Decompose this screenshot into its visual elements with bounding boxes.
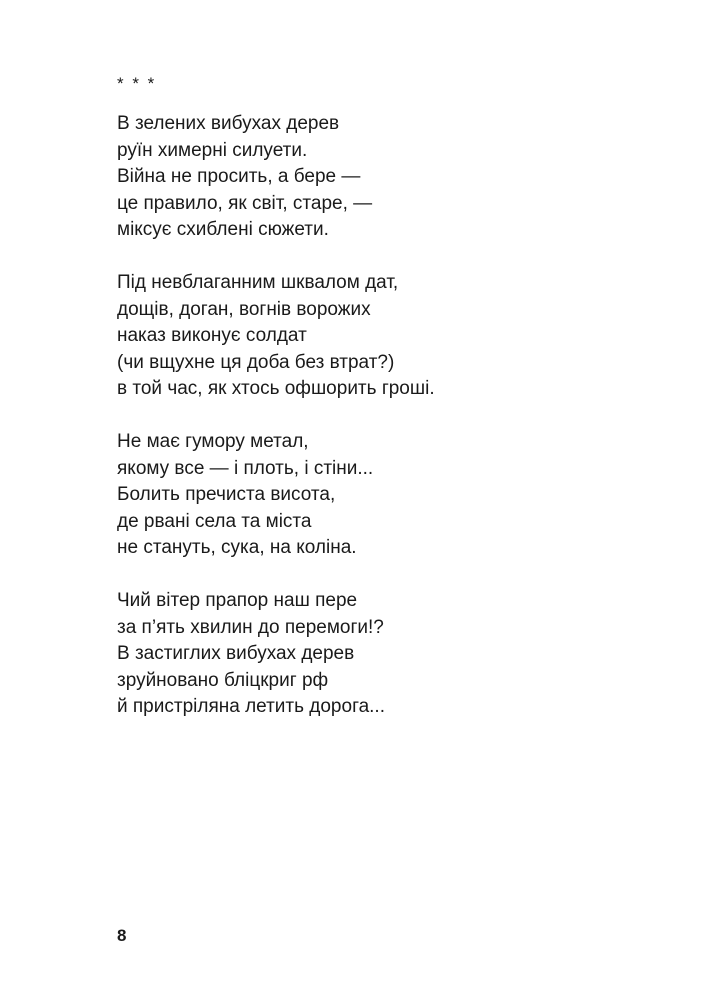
poem-line: це правило, як світ, старе, — — [117, 192, 373, 214]
poem-line: наказ виконує солдат — [117, 325, 307, 347]
poem-line: В зелених вибухах дерев — [117, 113, 340, 134]
poem-line: Не має гумору метал, — [117, 430, 309, 452]
stanza — [117, 588, 435, 721]
poem-line: Війна не просить, а бере — — [117, 166, 361, 188]
poem-line: Чий вітер прапор наш пере — [117, 589, 358, 611]
stanza — [117, 111, 435, 244]
poem-line: де рвані села та міста — [117, 510, 312, 532]
stanza — [117, 429, 435, 562]
section-separator: * * * — [117, 74, 157, 93]
poem — [117, 111, 435, 747]
poem-line: зруйновано бліцкриг рф — [117, 669, 329, 691]
poem-line: міксує схиблені сюжети. — [117, 219, 329, 241]
poem-line: в той час, як хтось офшорить гроші. — [117, 378, 435, 400]
stanza — [117, 270, 435, 403]
poem-line: руїн химерні силуети. — [117, 139, 308, 161]
poem-line: дощів, доган, вогнів ворожих — [117, 298, 371, 320]
poem-line: якому все — і плоть, і стіни... — [117, 457, 374, 479]
poem-line: не стануть, сука, на коліна. — [117, 537, 357, 559]
page-number: 8 — [117, 926, 127, 945]
poem-line: й пристріляна летить дорога... — [117, 696, 385, 718]
poem-line: (чи вщухне ця доба без втрат?) — [117, 351, 395, 373]
poem-line: Болить пречиста висота, — [117, 484, 336, 506]
poem-line: за п’ять хвилин до перемоги!? — [117, 616, 384, 638]
poem-line: В застиглих вибухах дерев — [117, 643, 355, 665]
poem-line: Під невблаганним шквалом дат, — [117, 271, 399, 293]
